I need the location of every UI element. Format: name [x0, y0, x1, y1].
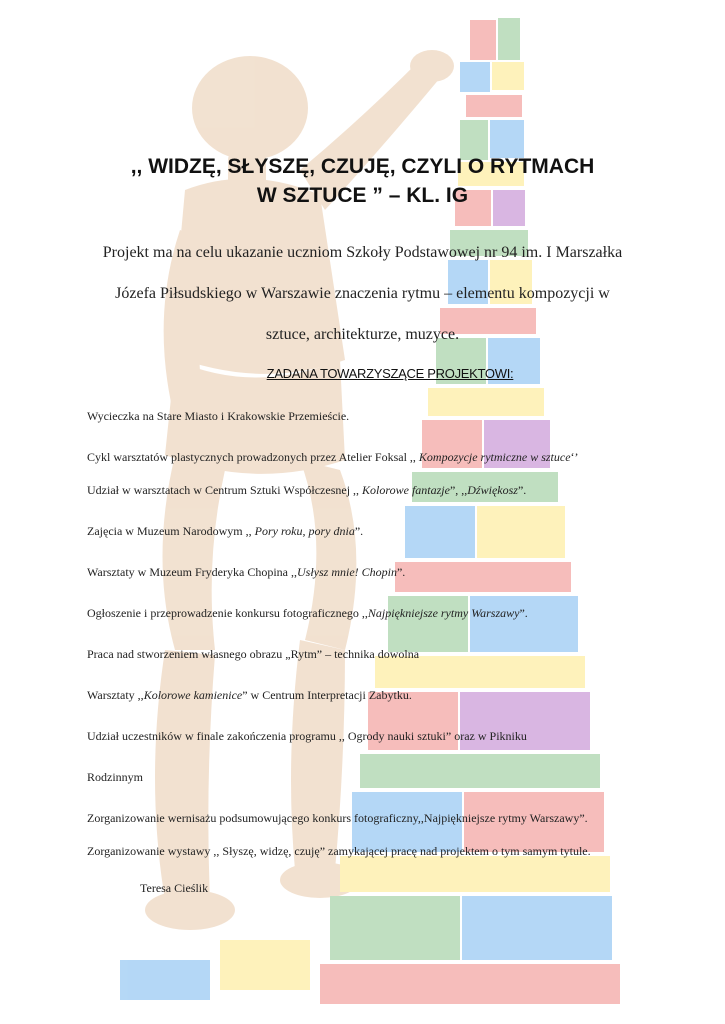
task-item: Wycieczka na Stare Miasto i Krakowskie Przemieście. — [87, 409, 350, 423]
task-item: Zajęcia w Muzeum Narodowym ,, Pory roku, pory dnia”. — [87, 524, 364, 538]
title-line-2: W SZTUCE ” – KL. IG — [256, 184, 469, 207]
tasks-heading: ZADANA TOWARZYSZĄCE PROJEKTOWI: — [266, 366, 514, 381]
task-item: Zorganizowanie wernisażu podsumowującego konkurs fotograficzny,,Najpiękniejsze rytmy Warszawy”. — [87, 811, 588, 825]
intro-line-2: Józefa Piłsudskiego w Warszawie znaczenia rytmu – elementu kompozycji w — [115, 285, 610, 302]
author-signature: Teresa Cieślik — [140, 881, 209, 895]
task-item-continuation: Rodzinnym — [87, 770, 143, 784]
task-item: Praca nad stworzeniem własnego obrazu „Rytm” – technika dowolna — [87, 647, 420, 661]
intro-paragraph — [70, 232, 655, 355]
task-item: Warsztaty ,,Kolorowe kamienice” w Centrum Interpretacji Zabytku. — [87, 688, 412, 702]
title-line-1: ,, WIDZĘ, SŁYSZĘ, CZUJĘ, CZYLI O RYTMACH — [130, 155, 595, 178]
task-item: Udział w warsztatach w Centrum Sztuki Współczesnej ,, Kolorowe fantazje”, ,,Dźwiękosz”. — [87, 483, 527, 497]
task-item: Warsztaty w Muzeum Fryderyka Chopina ,,Usłysz mnie! Chopin”. — [87, 565, 406, 579]
task-item: Zorganizowanie wystawy ,, Słyszę, widzę, czuję” zamykającej pracę nad projektem o tym samym tytule. — [87, 844, 591, 858]
task-item: Ogłoszenie i przeprowadzenie konkursu fotograficznego ,,Najpiękniejsze rytmy Warszawy”. — [87, 606, 528, 620]
intro-line-3: sztuce, architekturze, muzyce. — [265, 326, 460, 343]
task-item: Cykl warsztatów plastycznych prowadzonych przez Atelier Foksal ,, Kompozycje rytmiczne w sztuce‘’ — [87, 450, 579, 464]
task-item: Udział uczestników w finale zakończenia programu ,, Ogrody nauki sztuki” oraz w Pikniku — [87, 729, 527, 743]
page-title — [60, 152, 665, 210]
intro-line-1: Projekt ma na celu ukazanie uczniom Szkoły Podstawowej nr 94 im. I Marszałka — [102, 244, 623, 261]
